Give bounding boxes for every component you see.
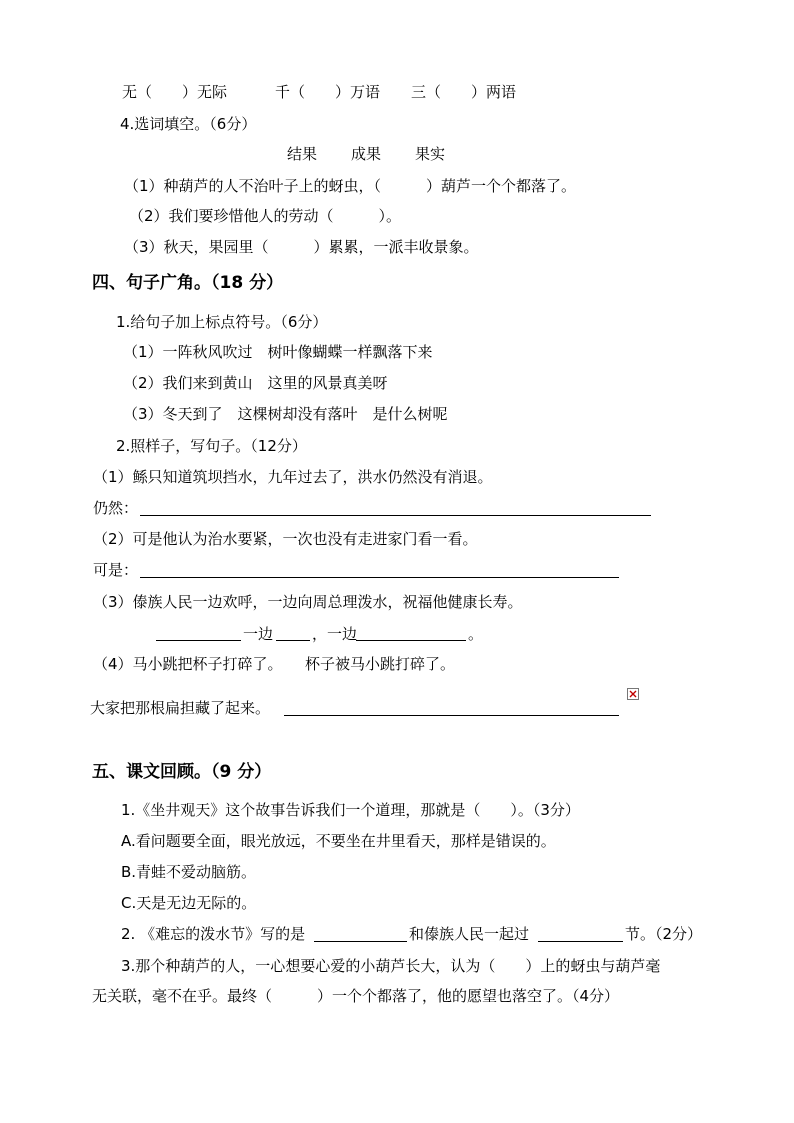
s4-q2-title: 2.照样子，写句子。（12分） [116,437,307,455]
s5-q1-title: 1.《坐井观天》这个故事告诉我们一个道理，那就是（ ）。（3分） [121,801,580,819]
question-4-title: 4.选词填空。（6分） [120,115,257,133]
q4-item-1: （1）种葫芦的人不治叶子上的蚜虫，（ ）葫芦一个个都落了。 [124,177,577,195]
answer-line-3c[interactable] [356,640,466,641]
section-4-heading: 四、句子广角。（18 分） [92,273,284,293]
s5-q2-part2: 和傣族人民一起过 [409,925,530,943]
idiom-item-1: 无（ ）无际 [122,83,228,101]
s5-q3-line-2: 无关联，毫不在乎。最终（ ）一个个都落了，他的愿望也落空了。（4分） [92,987,620,1005]
answer-line-renran[interactable] [140,515,651,516]
section-5-heading: 五、课文回顾。（9 分） [92,762,272,782]
s4-q2-item-1-prefix: 仍然： [93,499,139,517]
s4-q1-item-1: （1）一阵秋风吹过 树叶像蝴蝶一样飘落下来 [123,343,433,361]
answer-line-3b[interactable] [276,640,310,641]
s4-q2-item-3-end: 。 [468,625,484,643]
answer-line-3a[interactable] [156,640,241,641]
answer-line-4[interactable] [284,715,619,716]
q4-item-3: （3）秋天，果园里（ ）累累，一派丰收景象。 [124,238,479,256]
s4-q2-item-2-prefix: 可是： [93,561,139,579]
broken-image-icon [627,688,639,700]
word-option-1: 结果 [287,145,318,163]
s4-q1-title: 1.给句子加上标点符号。（6分） [116,313,328,331]
s4-q1-item-2: （2）我们来到黄山 这里的风景真美呀 [123,374,388,392]
answer-line-s5-q2b[interactable] [538,941,623,942]
s5-q1-option-b: B.青蛙不爱动脑筋。 [121,863,257,881]
s4-q2-item-2: （2）可是他认为治水要紧，一次也没有走进家门看一看。 [93,530,478,548]
word-option-2: 成果 [351,145,382,163]
s4-q2-item-3-sep: ，一边 [312,625,358,643]
word-option-3: 果实 [415,145,446,163]
s5-q1-option-c: C.天是无边无际的。 [121,894,257,912]
s4-q2-item-1: （1）鲧只知道筑坝挡水，九年过去了，洪水仍然没有消退。 [93,468,493,486]
s5-q2-part3: 节。（2分） [625,925,703,943]
s4-q2-item-3: （3）傣族人民一边欢呼，一边向周总理泼水，祝福他健康长寿。 [93,593,523,611]
idiom-item-3: 三（ ）两语 [411,83,517,101]
answer-line-s5-q2a[interactable] [314,941,407,942]
s5-q2-part1: 2. 《难忘的泼水节》写的是 [121,925,306,943]
s5-q3-line-1: 3.那个种葫芦的人，一心想要心爱的小葫芦长大，认为（ ）上的蚜虫与葫芦毫 [121,957,661,975]
s4-q2-item-3-word1: 一边 [243,625,274,643]
s4-q2-item-4: （4）马小跳把杯子打碎了。 杯子被马小跳打碎了。 [93,655,456,673]
answer-line-keshi[interactable] [140,577,619,578]
s4-q2-item-4-prompt: 大家把那根扁担藏了起来。 [90,699,271,717]
s4-q1-item-3: （3）冬天到了 这棵树却没有落叶 是什么树呢 [123,405,448,423]
q4-item-2: （2）我们要珍惜他人的劳动（ ）。 [129,207,402,225]
s5-q1-option-a: A.看问题要全面，眼光放远，不要坐在井里看天，那样是错误的。 [121,832,556,850]
idiom-item-2: 千（ ）万语 [275,83,381,101]
